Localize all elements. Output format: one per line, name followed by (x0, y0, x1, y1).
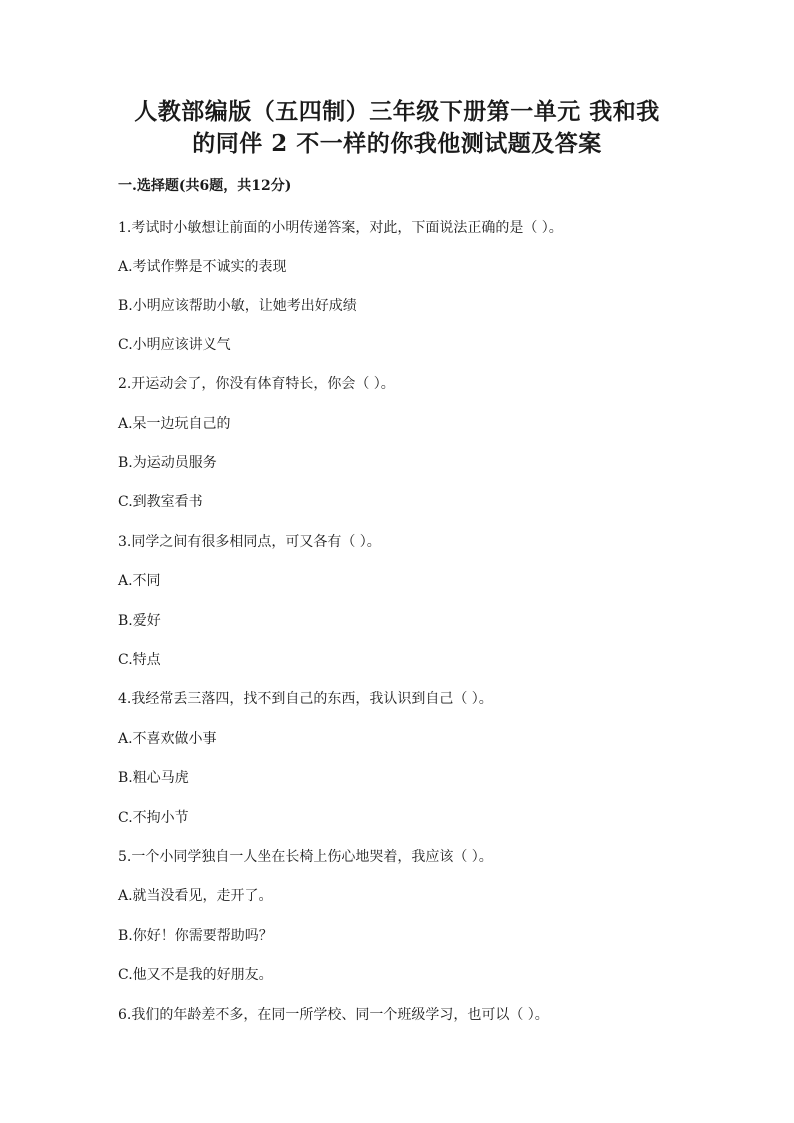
option-1a: A.考试作弊是不诚实的表现 (118, 259, 287, 275)
option-2c: C.到教室看书 (118, 494, 203, 510)
document-title-line-1: 人教部编版（五四制）三年级下册第一单元 我和我 (134, 98, 660, 125)
document-title-line-2: 的同伴 2 不一样的你我他测试题及答案 (192, 130, 602, 157)
option-5b: B.你好！你需要帮助吗？ (118, 928, 273, 944)
option-5a: A.就当没看见，走开了。 (118, 888, 273, 904)
option-4b: B.粗心马虎 (118, 770, 189, 786)
question-stem-2: 2.开运动会了，你没有体育特长，你会（ ）。 (118, 376, 395, 392)
question-stem-3: 3.同学之间有很多相同点，可又各有（ ）。 (118, 534, 381, 550)
option-4c: C.不拘小节 (118, 810, 189, 826)
option-3c: C.特点 (118, 652, 161, 668)
option-1b: B.小明应该帮助小敏，让她考出好成绩 (118, 298, 357, 314)
option-3a: A.不同 (118, 573, 161, 589)
question-stem-6: 6.我们的年龄差不多，在同一所学校、同一个班级学习，也可以（ ）。 (118, 1007, 549, 1023)
option-2b: B.为运动员服务 (118, 455, 217, 471)
option-2a: A.呆一边玩自己的 (118, 416, 231, 432)
option-5c: C.他又不是我的好朋友。 (118, 967, 273, 983)
option-3b: B.爱好 (118, 613, 161, 629)
section-heading: 一.选择题(共6题，共12分) (118, 178, 292, 194)
question-stem-5: 5.一个小同学独自一人坐在长椅上伤心地哭着，我应该（ ）。 (118, 849, 493, 865)
question-stem-1: 1.考试时小敏想让前面的小明传递答案，对此，下面说法正确的是（ ）。 (118, 220, 563, 236)
option-4a: A.不喜欢做小事 (118, 731, 217, 747)
option-1c: C.小明应该讲义气 (118, 337, 231, 353)
question-stem-4: 4.我经常丢三落四，找不到自己的东西，我认识到自己（ ）。 (118, 691, 493, 707)
